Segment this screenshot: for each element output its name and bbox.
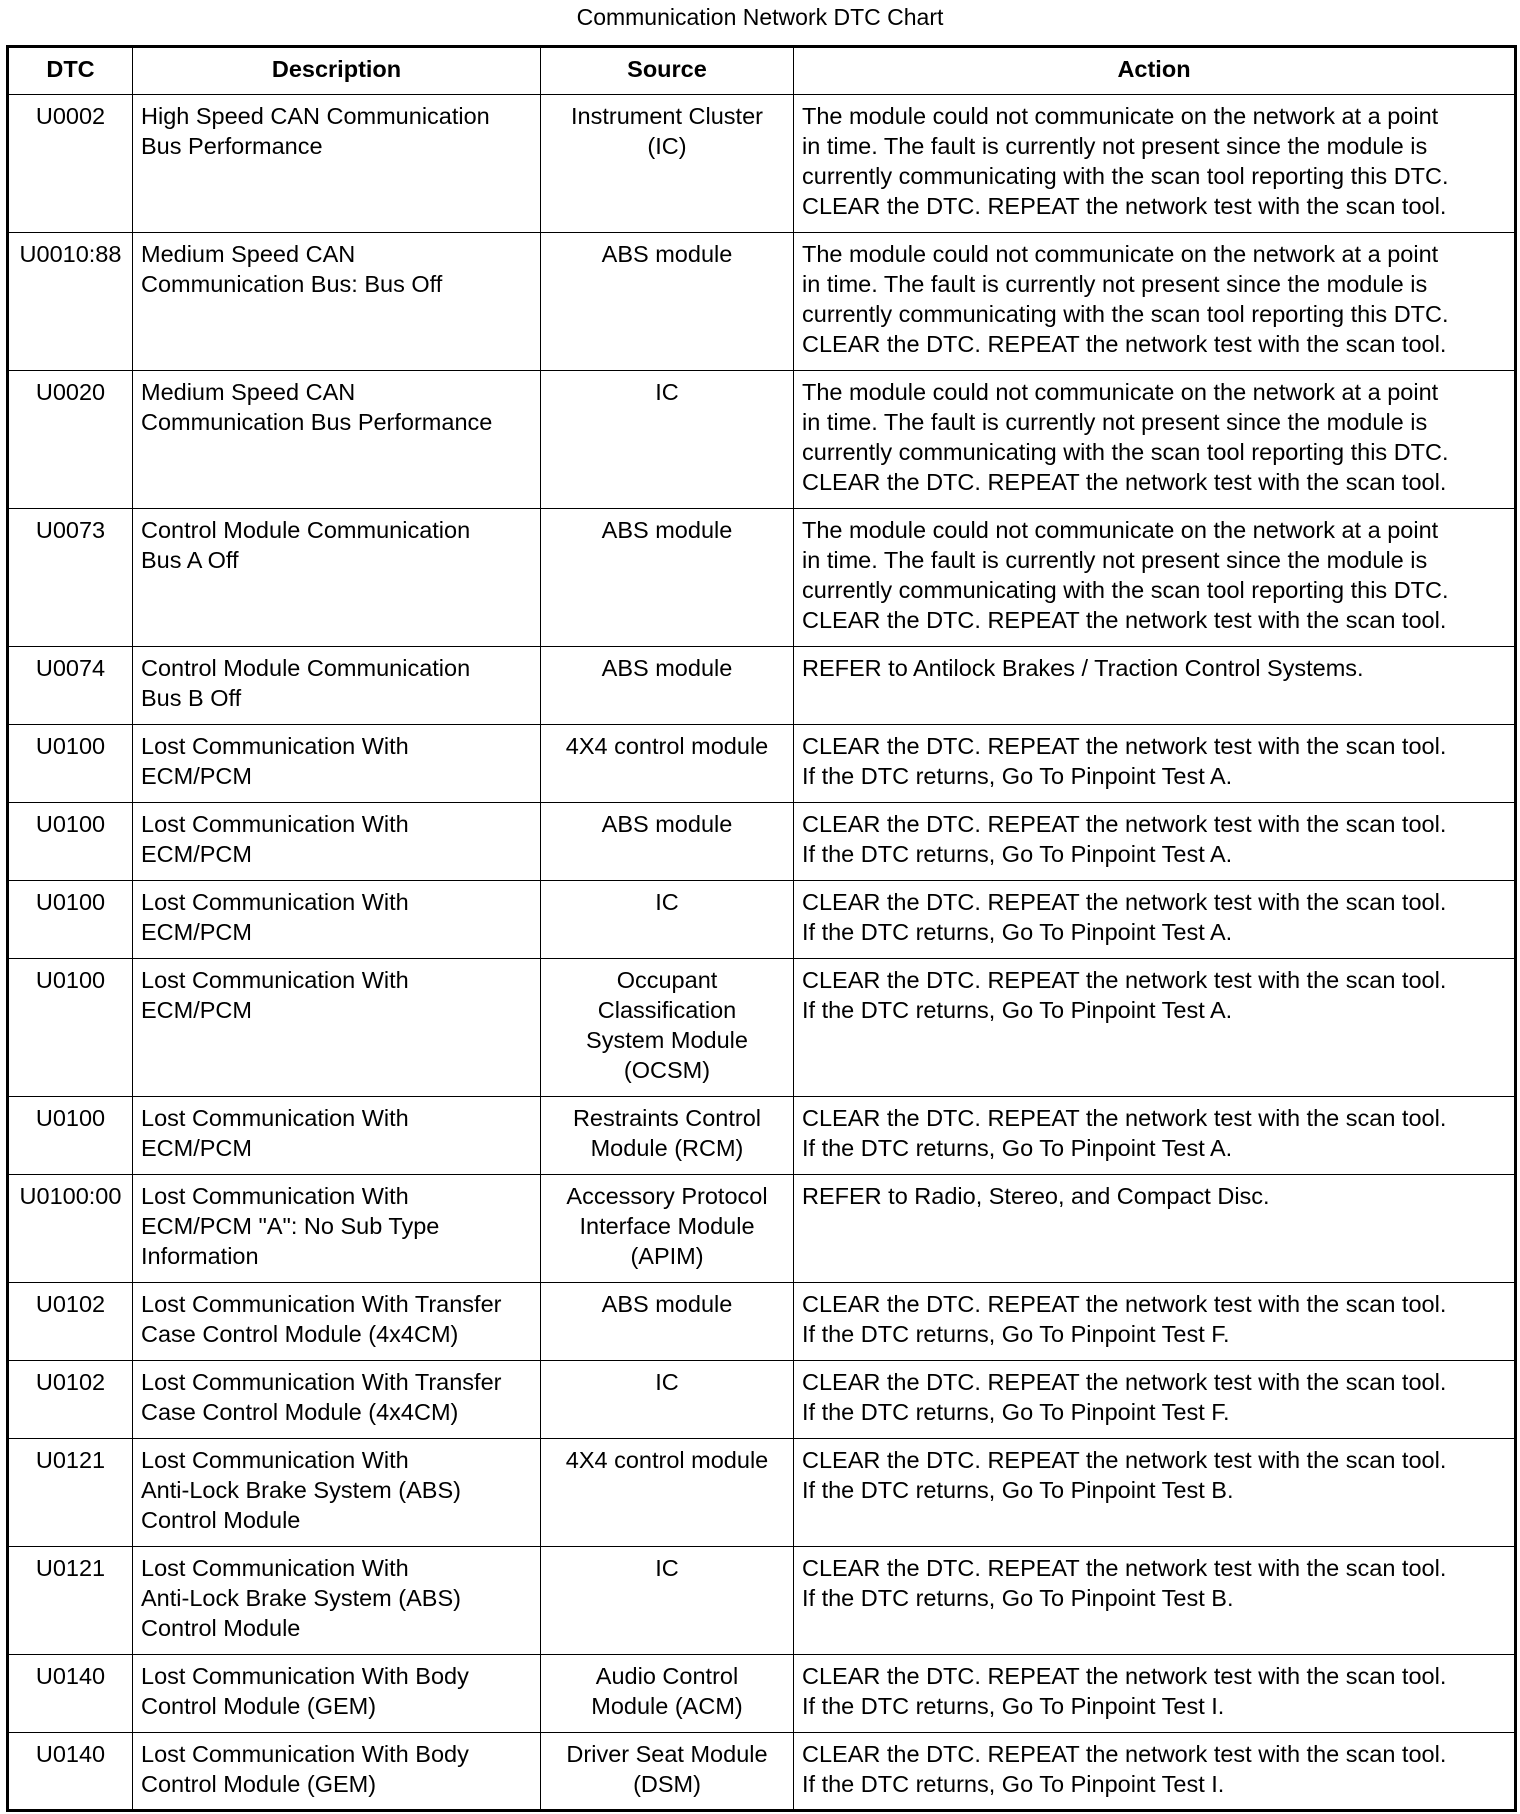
table-row xyxy=(8,1283,1516,1361)
action-cell: The module could not communicate on the network at a point in time. The fault is currently not present since the module is currently communicating with the scan tool reporting this DTC. CLEAR the DTC. REPEAT the network test with the scan tool. xyxy=(794,509,1516,647)
action-cell: CLEAR the DTC. REPEAT the network test with the scan tool. If the DTC returns, Go To Pinpoint Test I. xyxy=(794,1733,1516,1811)
table-row xyxy=(8,881,1516,959)
dtc-cell: U0100 xyxy=(8,959,133,1097)
source-cell: 4X4 control module xyxy=(541,725,794,803)
page-title: Communication Network DTC Chart xyxy=(576,4,944,30)
dtc-cell: U0102 xyxy=(8,1361,133,1439)
table-row xyxy=(8,647,1516,725)
action-cell: CLEAR the DTC. REPEAT the network test with the scan tool. If the DTC returns, Go To Pinpoint Test B. xyxy=(794,1439,1516,1547)
action-cell: The module could not communicate on the network at a point in time. The fault is currently not present since the module is currently communicating with the scan tool reporting this DTC. CLEAR the DTC. REPEAT the network test with the scan tool. xyxy=(794,233,1516,371)
table-row xyxy=(8,509,1516,647)
description-cell: Medium Speed CAN Communication Bus Performance xyxy=(133,371,541,509)
column-header-source: Source xyxy=(541,47,794,95)
action-cell: CLEAR the DTC. REPEAT the network test with the scan tool. If the DTC returns, Go To Pinpoint Test A. xyxy=(794,1097,1516,1175)
column-header-action: Action xyxy=(794,47,1516,95)
action-cell: CLEAR the DTC. REPEAT the network test with the scan tool. If the DTC returns, Go To Pinpoint Test A. xyxy=(794,803,1516,881)
table-row xyxy=(8,803,1516,881)
table-row xyxy=(8,959,1516,1097)
source-cell: Instrument Cluster (IC) xyxy=(541,95,794,233)
column-header-dtc: DTC xyxy=(8,47,133,95)
description-cell: Lost Communication With ECM/PCM xyxy=(133,881,541,959)
dtc-cell: U0121 xyxy=(8,1439,133,1547)
source-cell: ABS module xyxy=(541,1283,794,1361)
description-cell: Control Module Communication Bus A Off xyxy=(133,509,541,647)
dtc-cell: U0010:88 xyxy=(8,233,133,371)
description-cell: High Speed CAN Communication Bus Performance xyxy=(133,95,541,233)
description-cell: Lost Communication With ECM/PCM xyxy=(133,725,541,803)
description-cell: Control Module Communication Bus B Off xyxy=(133,647,541,725)
dtc-cell: U0020 xyxy=(8,371,133,509)
table-row xyxy=(8,1097,1516,1175)
column-header-description: Description xyxy=(133,47,541,95)
description-cell: Lost Communication With Anti-Lock Brake System (ABS) Control Module xyxy=(133,1439,541,1547)
source-cell: Accessory Protocol Interface Module (APIM) xyxy=(541,1175,794,1283)
source-cell: IC xyxy=(541,1361,794,1439)
table-row xyxy=(8,371,1516,509)
source-cell: ABS module xyxy=(541,509,794,647)
dtc-cell: U0100:00 xyxy=(8,1175,133,1283)
dtc-cell: U0121 xyxy=(8,1547,133,1655)
action-cell: The module could not communicate on the network at a point in time. The fault is currently not present since the module is currently communicating with the scan tool reporting this DTC. CLEAR the DTC. REPEAT the network test with the scan tool. xyxy=(794,371,1516,509)
source-cell: IC xyxy=(541,371,794,509)
description-cell: Lost Communication With ECM/PCM "A": No Sub Type Information xyxy=(133,1175,541,1283)
action-cell: CLEAR the DTC. REPEAT the network test with the scan tool. If the DTC returns, Go To Pinpoint Test B. xyxy=(794,1547,1516,1655)
table-row xyxy=(8,1655,1516,1733)
source-cell: 4X4 control module xyxy=(541,1439,794,1547)
header-row xyxy=(8,47,1516,95)
description-cell: Lost Communication With Body Control Module (GEM) xyxy=(133,1655,541,1733)
source-cell: ABS module xyxy=(541,233,794,371)
dtc-cell: U0100 xyxy=(8,881,133,959)
dtc-cell: U0002 xyxy=(8,95,133,233)
table-body xyxy=(8,95,1516,1811)
source-cell: Audio Control Module (ACM) xyxy=(541,1655,794,1733)
source-cell: IC xyxy=(541,881,794,959)
dtc-table xyxy=(6,45,1517,1812)
action-cell: CLEAR the DTC. REPEAT the network test with the scan tool. If the DTC returns, Go To Pinpoint Test A. xyxy=(794,959,1516,1097)
action-cell: CLEAR the DTC. REPEAT the network test with the scan tool. If the DTC returns, Go To Pinpoint Test A. xyxy=(794,881,1516,959)
source-cell: Driver Seat Module (DSM) xyxy=(541,1733,794,1811)
table-row xyxy=(8,95,1516,233)
table-row xyxy=(8,1439,1516,1547)
action-cell: REFER to Antilock Brakes / Traction Control Systems. xyxy=(794,647,1516,725)
table-row xyxy=(8,1175,1516,1283)
source-cell: Restraints Control Module (RCM) xyxy=(541,1097,794,1175)
dtc-cell: U0100 xyxy=(8,803,133,881)
table-row xyxy=(8,233,1516,371)
action-cell: The module could not communicate on the network at a point in time. The fault is currently not present since the module is currently communicating with the scan tool reporting this DTC. CLEAR the DTC. REPEAT the network test with the scan tool. xyxy=(794,95,1516,233)
dtc-cell: U0100 xyxy=(8,1097,133,1175)
dtc-cell: U0073 xyxy=(8,509,133,647)
dtc-cell: U0100 xyxy=(8,725,133,803)
description-cell: Lost Communication With Transfer Case Control Module (4x4CM) xyxy=(133,1361,541,1439)
dtc-cell: U0074 xyxy=(8,647,133,725)
action-cell: CLEAR the DTC. REPEAT the network test with the scan tool. If the DTC returns, Go To Pinpoint Test F. xyxy=(794,1283,1516,1361)
table-row xyxy=(8,725,1516,803)
description-cell: Lost Communication With ECM/PCM xyxy=(133,959,541,1097)
action-cell: REFER to Radio, Stereo, and Compact Disc. xyxy=(794,1175,1516,1283)
dtc-cell: U0140 xyxy=(8,1655,133,1733)
source-cell: ABS module xyxy=(541,803,794,881)
description-cell: Medium Speed CAN Communication Bus: Bus Off xyxy=(133,233,541,371)
dtc-cell: U0140 xyxy=(8,1733,133,1811)
description-cell: Lost Communication With Anti-Lock Brake System (ABS) Control Module xyxy=(133,1547,541,1655)
source-cell: IC xyxy=(541,1547,794,1655)
description-cell: Lost Communication With ECM/PCM xyxy=(133,803,541,881)
description-cell: Lost Communication With ECM/PCM xyxy=(133,1097,541,1175)
source-cell: Occupant Classification System Module (OCSM) xyxy=(541,959,794,1097)
action-cell: CLEAR the DTC. REPEAT the network test with the scan tool. If the DTC returns, Go To Pinpoint Test A. xyxy=(794,725,1516,803)
description-cell: Lost Communication With Body Control Module (GEM) xyxy=(133,1733,541,1811)
table-row xyxy=(8,1547,1516,1655)
action-cell: CLEAR the DTC. REPEAT the network test with the scan tool. If the DTC returns, Go To Pinpoint Test F. xyxy=(794,1361,1516,1439)
table-row xyxy=(8,1361,1516,1439)
dtc-cell: U0102 xyxy=(8,1283,133,1361)
description-cell: Lost Communication With Transfer Case Control Module (4x4CM) xyxy=(133,1283,541,1361)
table-row xyxy=(8,1733,1516,1811)
action-cell: CLEAR the DTC. REPEAT the network test with the scan tool. If the DTC returns, Go To Pinpoint Test I. xyxy=(794,1655,1516,1733)
source-cell: ABS module xyxy=(541,647,794,725)
